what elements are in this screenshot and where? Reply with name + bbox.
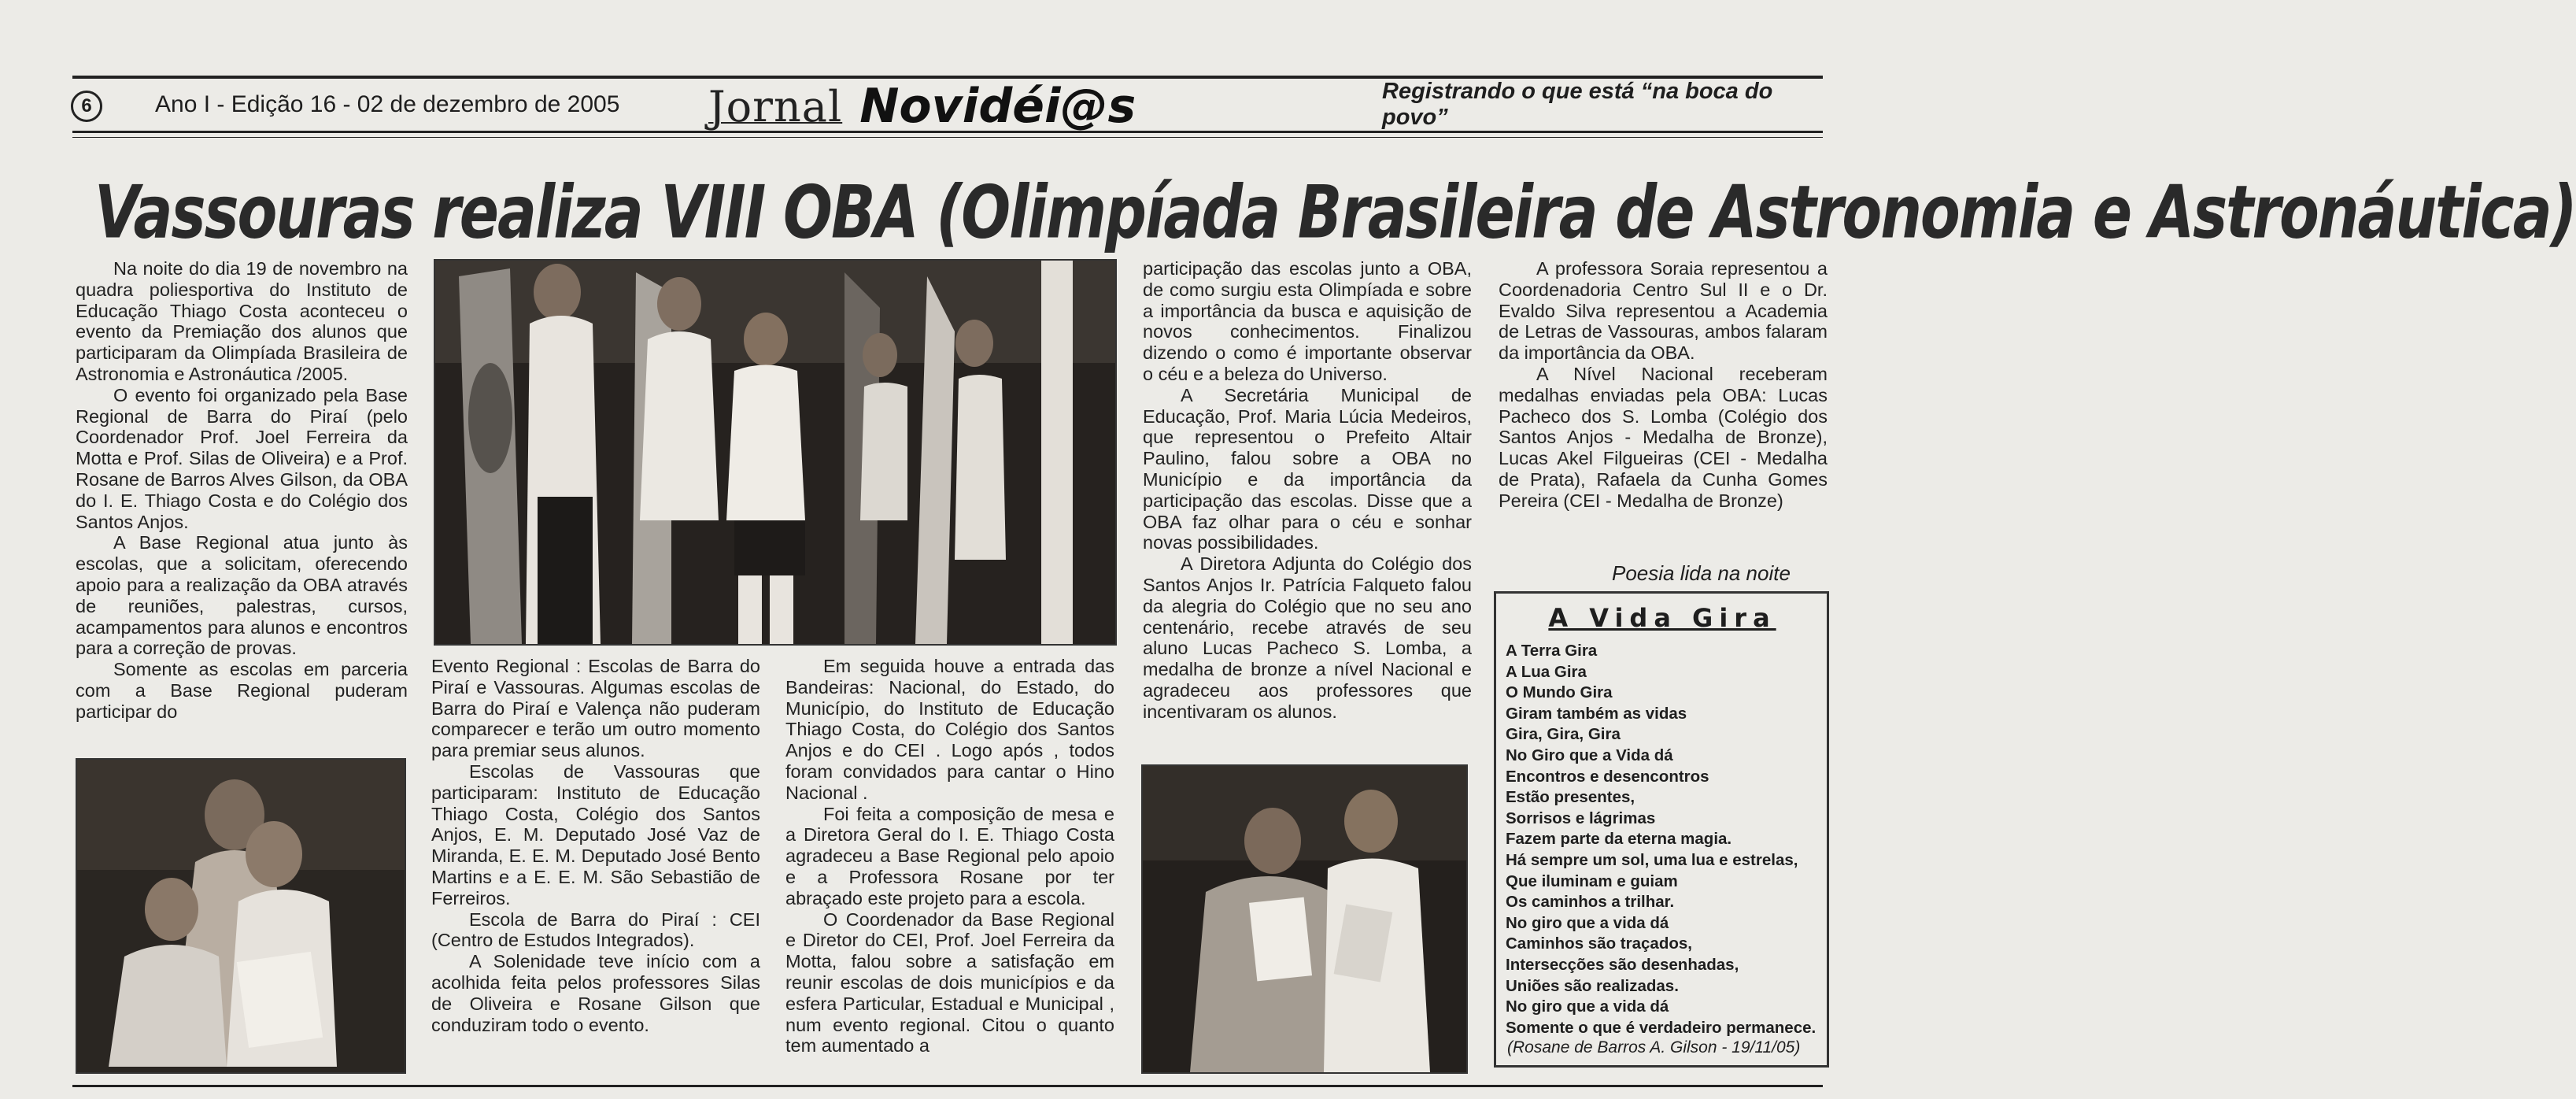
poem-box (1494, 591, 1829, 1068)
poem-line: Encontros e desencontros (1506, 767, 1709, 786)
paragraph: A Nível Nacional receberam medalhas enviadas pela OBA: Lucas Pacheco dos S. Lomba (Colégio dos Santos Anjos - Medalha de Bronze), Lucas Akel Filgueiras (CEI - Medalha de Prata), Rafaela da Cunha Gomes Pereira (CEI - Medalha de Bronze) (1499, 363, 1828, 511)
edition-line: Ano I - Edição 16 - 02 de dezembro de 2005 (155, 91, 620, 117)
poem-line: Uniões são realizadas. (1506, 976, 1679, 995)
paragraph: A Base Regional atua junto às escolas, que a solicitam, oferecendo apoio para a realização da OBA através de reuniões, palestras, cursos, acampamentos para alunos e encontros para a correção de provas. (76, 532, 408, 659)
flag-bearers-photo (434, 259, 1117, 646)
paragraph: O evento foi organizado pela Base Regional de Barra do Piraí (pelo Coordenador Prof. Joel Ferreira da Motta e Prof. Silas de Oliveira) e a Prof. Rosane de Barros Alves Gilson, da OBA do I. E. Thiago Costa e do Colégio dos Santos Anjos. (76, 384, 408, 532)
article-column-2 (431, 656, 760, 1035)
paragraph: A professora Soraia representou a Coordenadoria Centro Sul II e o Dr. Evaldo Silva representou a Academia de Letras de Vassouras, ambos falaram da importância da OBA. (1499, 258, 1828, 364)
poem-line: Gira, Gira, Gira (1506, 725, 1621, 744)
paragraph: Foi feita a composição de mesa e a Diretora Geral do I. E. Thiago Costa agradeceu a Base Regional pelo apoio e a Professora Rosane por ter abraçado este projeto para a escola. (785, 803, 1114, 908)
footer-rule (72, 1085, 1823, 1087)
slogan: Registrando o que está “na boca do povo” (1382, 79, 1773, 130)
photo-two-men-image (1143, 766, 1466, 1072)
photo-woman-students-image (77, 760, 405, 1072)
poem-line: Caminhos são traçados, (1506, 934, 1692, 953)
poem-line: A Terra Gira (1506, 642, 1598, 660)
poem-line: Intersecções são desenhadas, (1506, 955, 1739, 974)
paragraph: Escolas de Vassouras que participaram: Instituto de Educação Thiago Costa, Colégio dos Santos Anjos, E. M. Deputado José Vaz de Miranda, E. E. M. Deputado José Bento Martins e a E. E. M. São Sebastião de Ferreiros. (431, 760, 760, 908)
poem-author: (Rosane de Barros A. Gilson - 19/11/05) (1507, 1038, 1801, 1056)
article-column-4 (1143, 258, 1472, 723)
paragraph: Escola de Barra do Piraí : CEI (Centro de Estudos Integrados). (431, 908, 760, 951)
poem-lines (1506, 641, 1819, 1038)
header-bottom-rule-thin (72, 137, 1823, 138)
two-young-men-with-certificates-photo (1141, 764, 1468, 1074)
poem-line: A Lua Gira (1506, 662, 1587, 681)
poem-caption: Poesia lida na noite (1612, 561, 1791, 585)
poem-line: Somente o que é verdadeiro permanece. (1506, 1018, 1817, 1037)
poem-line: Sorrisos e lágrimas (1506, 809, 1656, 827)
paragraph: A Diretora Adjunta do Colégio dos Santos Anjos Ir. Patrícia Falqueto falou da alegria do Colégio que no seu ano centenário, recebe através de seu aluno Lucas Pacheco S. Lomba, a medalha de bronze a nível Nacional e agradeceu aos professores que incentivaram os alunos. (1143, 553, 1472, 722)
paragraph: Na noite do dia 19 de novembro na quadra poliesportiva do Instituto de Educação Thiago Costa aconteceu o evento da Premiação dos alunos que participaram da Olimpíada Brasileira de Astronomia e Astronáutica /2005. (76, 258, 408, 384)
paragraph: Evento Regional : Escolas de Barra do Piraí e Vassouras. Algumas escolas de Barra do Piraí e Valença não puderam comparecer e terão um outro momento para premiar seus alunos. (431, 656, 760, 761)
headline: Vassouras realiza VIII OBA (Olimpíada Brasileira de Astronomia e Astronáutica) (94, 170, 2576, 255)
page-number: 6 (71, 91, 102, 122)
poem-title: A Vida Gira (1548, 603, 1776, 633)
masthead-name: Novidéi@s (859, 79, 1136, 134)
poem-line: Giram também as vidas (1506, 704, 1687, 723)
paragraph: participação das escolas junto a OBA, de como surgiu esta Olimpíada e sobre a importância da busca e aquisição de novos conhecimentos. Finalizou dizendo o como é importante observar o céu e a beleza do Universo. (1143, 258, 1472, 384)
paragraph: A Solenidade teve início com a acolhida feita pelos professores Silas de Oliveira e Rosane Gilson que conduziram todo o evento. (431, 951, 760, 1035)
poem-line: O Mundo Gira (1506, 683, 1613, 702)
masthead-jornal: Jornal (708, 81, 843, 131)
paragraph: O Coordenador da Base Regional e Diretor do CEI, Prof. Joel Ferreira da Motta, falou sobre a satisfação em reunir escolas de dois municípios e da esfera Particular, Estadual e Municipal , num evento regional. Citou o quanto tem aumentado a (785, 908, 1114, 1056)
paragraph: Em seguida houve a entrada das Bandeiras: Nacional, do Estado, do Município, do Instituto de Educação Thiago Costa, do Colégio dos Santos Anjos e do CEI . Logo após , todos foram convidados para cantar o Hino Nacional . (785, 656, 1114, 803)
masthead (708, 79, 1136, 134)
poem-line: No giro que a vida dá (1506, 913, 1669, 932)
photo-flag-bearers-image (435, 261, 1115, 644)
poem-line: Fazem parte da eterna magia. (1506, 830, 1732, 849)
poem-line: Os caminhos a trilhar. (1506, 893, 1675, 912)
paragraph: Somente as escolas em parceria com a Base Regional puderam participar do (76, 659, 408, 722)
poem-line: No Giro que a Vida dá (1506, 746, 1673, 764)
article-column-3 (785, 656, 1114, 1056)
poem-line: Há sempre um sol, uma lua e estrelas, (1506, 850, 1798, 869)
article-column-1 (76, 258, 408, 723)
woman-with-students-photo (76, 758, 406, 1074)
poem-line: No giro que a vida dá (1506, 997, 1669, 1016)
poem-line: Que iluminam e guiam (1506, 871, 1678, 890)
article-column-5 (1499, 258, 1828, 512)
poem-line: Estão presentes, (1506, 788, 1635, 807)
paragraph: A Secretária Municipal de Educação, Prof. Maria Lúcia Medeiros, que representou o Prefeito Altair Paulino, falou sobre a OBA no Município e da importância da participação das escolas. Disse que a OBA faz olhar para o céu e sonhar novas possibilidades. (1143, 384, 1472, 553)
